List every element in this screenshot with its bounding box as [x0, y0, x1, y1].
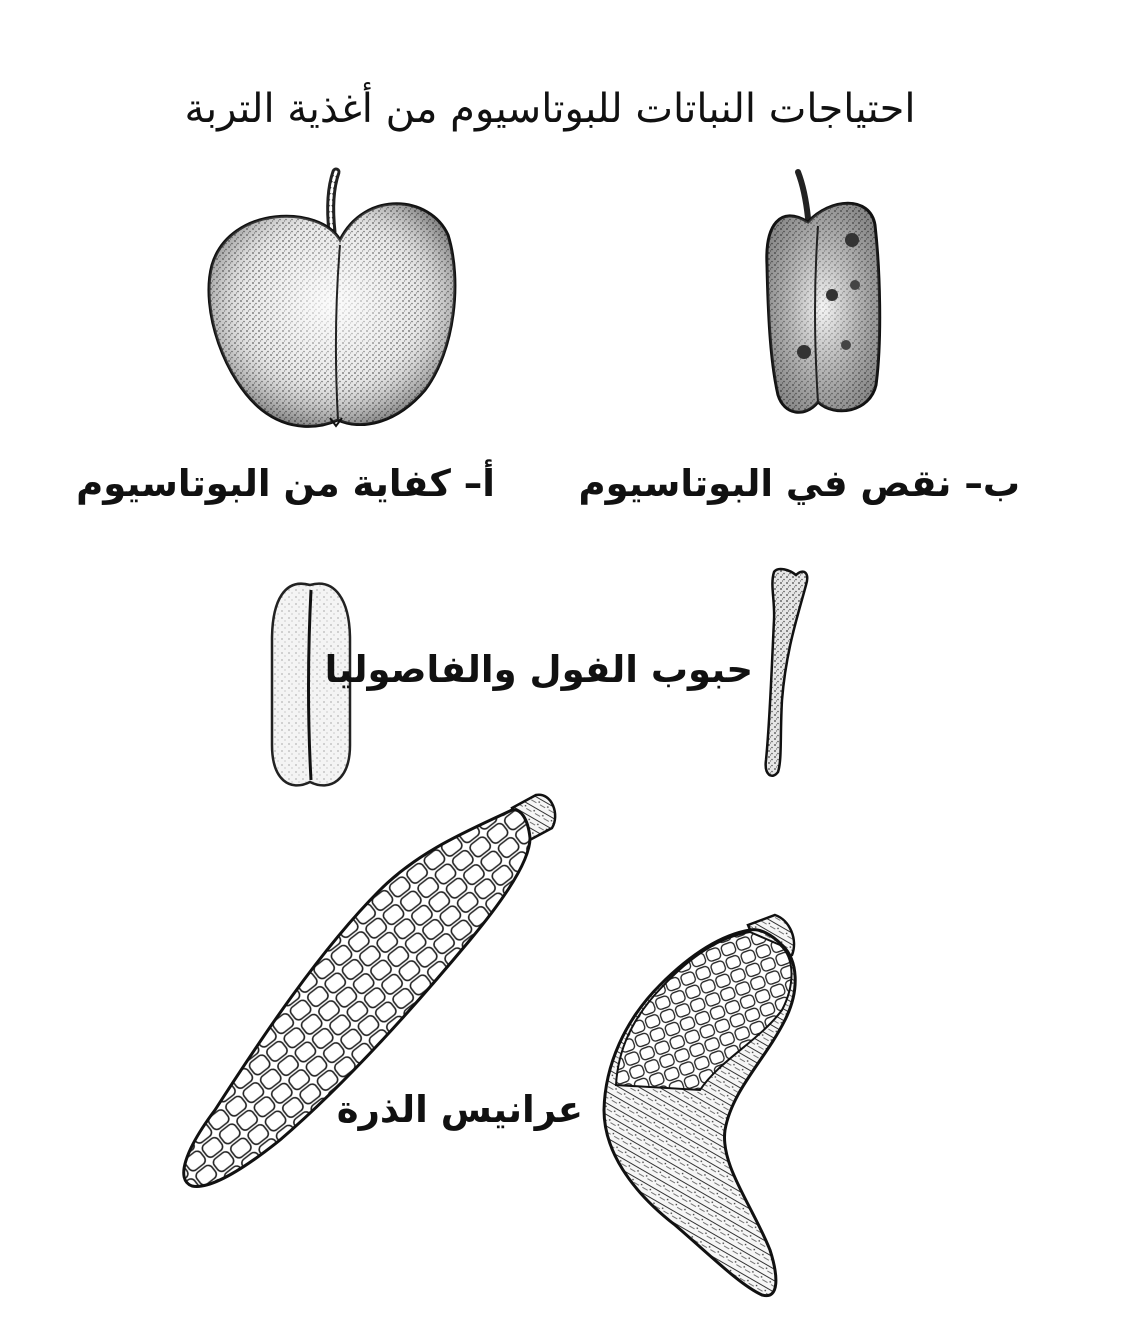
beans-caption: حبوب الفول والفاصوليا	[324, 648, 753, 691]
bean-pod-deficient-illustration	[766, 569, 807, 776]
apple-sufficient-caption: أ– كفاية من البوتاسيوم	[76, 462, 495, 505]
apple-deficient-caption: ب– نقص في البوتاسيوم	[578, 462, 1020, 505]
apple-sufficient-illustration	[209, 172, 455, 426]
apple-deficient-illustration	[767, 172, 880, 412]
corn-caption: عرانيس الذرة	[336, 1088, 583, 1131]
corn-ear-deficient-illustration	[604, 915, 795, 1296]
diagram-title: احتياجات النباتات للبوتاسيوم من أغذية التربة	[184, 86, 916, 132]
